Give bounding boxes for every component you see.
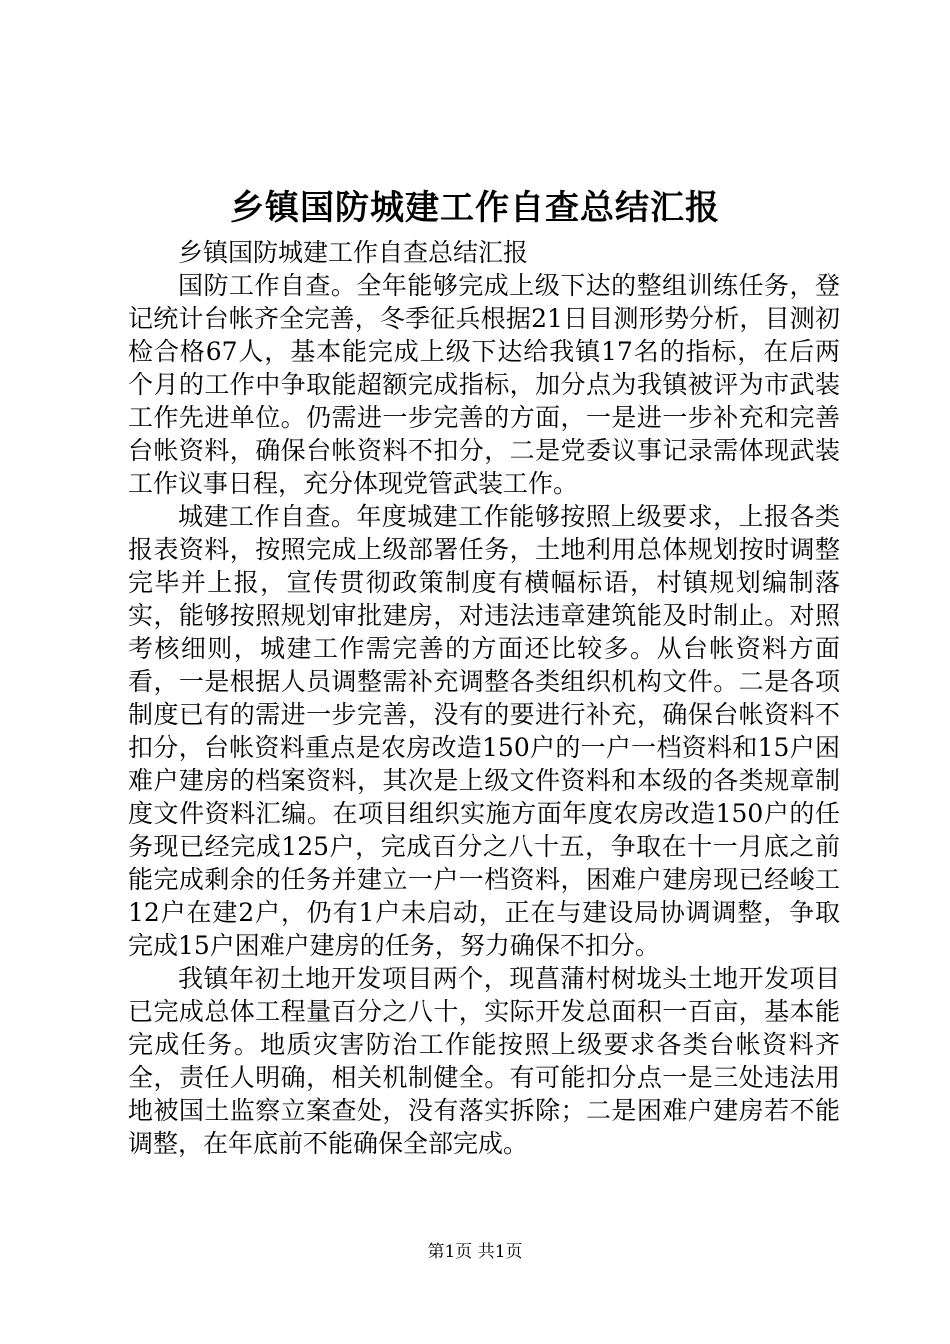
paragraph-national-defense: 国防工作自查。全年能够完成上级下达的整组训练任务，登记统计台帐齐全完善，冬季征兵根据21日目测形势分析，目测初检合格67人，基本能完成上级下达给我镇17名的指标，在后两个月的工作中争取能超额完成指标，加分点为我镇被评为市武装工作先进单位。仍需进一步完善的方面，一是进一步补充和完善台帐资料，确保台帐资料不扣分，二是党委议事记录需体现武装工作议事日程，充分体现党管武装工作。 (128, 271, 840, 498)
paragraph-subtitle: 乡镇国防城建工作自查总结汇报 (178, 238, 529, 267)
page-number-footer: 第1页 共1页 (427, 1242, 523, 1262)
document-body (128, 236, 840, 1160)
paragraph-urban-construction: 城建工作自查。年度城建工作能够按照上级要求，上报各类报表资料，按照完成上级部署任务，土地利用总体规划按时调整完毕并上报，宣传贯彻政策制度有横幅标语，村镇规划编制落实，能够按照规划审批建房，对违法违章建筑能及时制止。对照考核细则，城建工作需完善的方面还比较多。从台帐资料方面看，一是根据人员调整需补充调整各类组织机构文件。二是各项制度已有的需进一步完善，没有的要进行补充，确保台帐资料不扣分，台帐资料重点是农房改造150户的一户一档资料和15户困难户建房的档案资料，其次是上级文件资料和本级的各类规章制度文件资料汇编。在项目组织实施方面年度农房改造150户的任务现已经完成125户，完成百分之八十五，争取在十一月底之前能完成剩余的任务并建立一户一档资料，困难户建房现已经峻工12户在建2户，仍有1户未启动，正在与建设局协调调整，争取完成15户困难户建房的任务，努力确保不扣分。 (128, 502, 840, 960)
document-title: 乡镇国防城建工作自查总结汇报 (230, 188, 720, 228)
paragraph-land-development: 我镇年初土地开发项目两个，现菖蒲村树垅头土地开发项目已完成总体工程量百分之八十，实际开发总面积一百亩，基本能完成任务。地质灾害防治工作能按照上级要求各类台帐资料齐全，责任人明确，相关机制健全。有可能扣分点一是三处违法用地被国土监察立案查处，没有落实拆除；二是困难户建房若不能调整，在年底前不能确保全部完成。 (128, 964, 840, 1158)
